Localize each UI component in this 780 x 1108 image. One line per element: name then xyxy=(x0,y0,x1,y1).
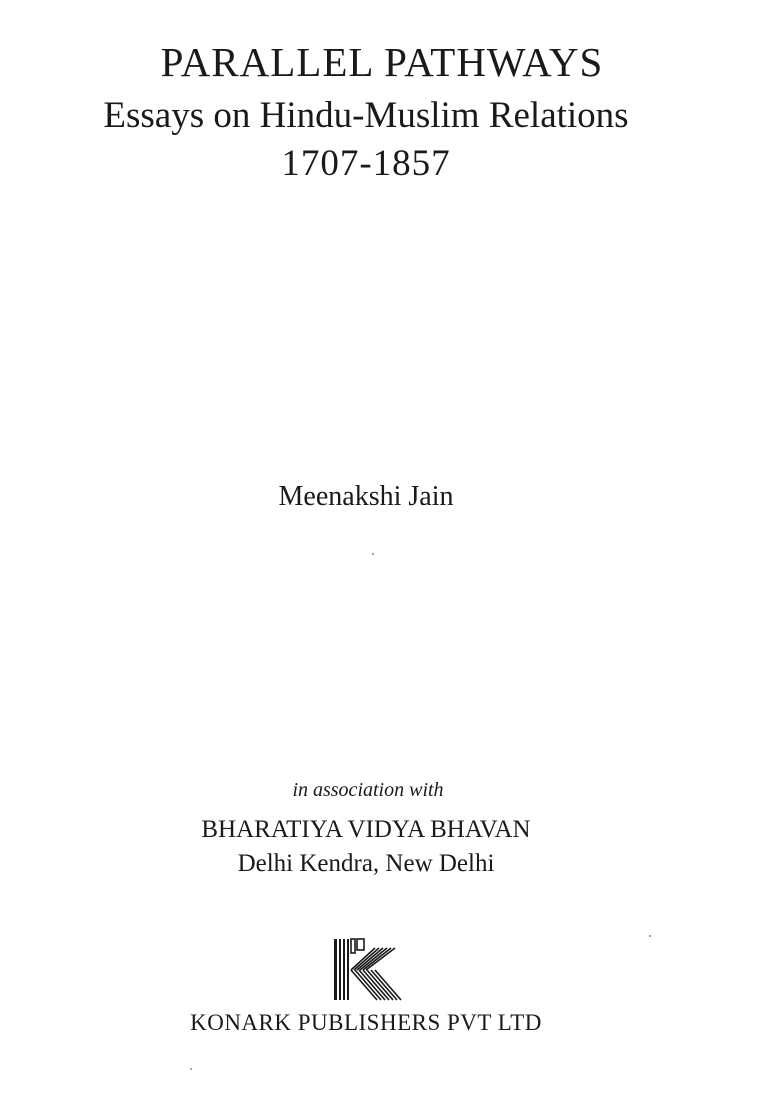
konark-k-logo-icon xyxy=(333,938,403,1002)
organization-name: BHARATIYA VIDYA BHAVAN xyxy=(201,816,531,843)
author-name: Meenakshi Jain xyxy=(278,481,454,512)
book-title: PARALLEL PATHWAYS xyxy=(160,39,604,85)
paper-speck xyxy=(372,553,374,555)
organization-location: Delhi Kendra, New Delhi xyxy=(237,850,495,877)
paper-speck xyxy=(190,1068,192,1070)
paper-speck xyxy=(649,935,651,937)
book-years: 1707-1857 xyxy=(281,143,451,184)
book-subtitle: Essays on Hindu-Muslim Relations xyxy=(103,95,629,136)
association-text: in association with xyxy=(292,779,444,801)
publisher-name: KONARK PUBLISHERS PVT LTD xyxy=(190,1010,542,1035)
